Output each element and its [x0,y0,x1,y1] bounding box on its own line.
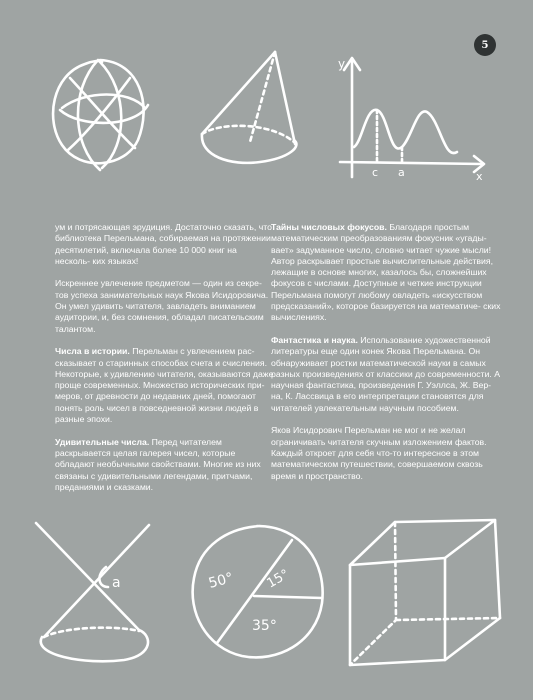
right-paragraph-3: Яков Исидорович Перельман не мог и не желал ограничивать читателя скучным изложением фактов. Каждый откроет для себя что-то интересное в этом математическом путешествии, совершаемом сквозь время и пространство. [271,425,487,481]
cube-sketch [340,510,510,680]
y-axis-label: y [338,57,346,71]
pie-label-15: 15° [264,566,292,592]
section-title-tricks: Тайны числовых фокусов. [271,222,387,232]
fiction-text: Использование художественной литературы еще один конек Якова Перельмана. Он обнаруживает ростки математической науки в самых разных произведениях от классики до современности. А научная фантастика, произведения Г. Уэллса, Ж. Вер- на, К. Лассвица в его интерпретации становятся для читателей увлекательным научным пособием. [271,334,501,413]
pie-label-50: 50° [206,569,236,592]
left-paragraph-4 [55,437,274,493]
left-column [55,222,274,504]
left-paragraph-3 [55,346,274,425]
function-graph-sketch [332,52,492,187]
right-column [271,222,501,493]
section-title-history: Числа в истории. [55,346,130,357]
numbers-text: Перед читателем раскрывается целая галерея чисел, которые обладают необычными свойствами. Многие из них связаны с удивительными легендами, притчами, преданиями и сказками. [55,436,261,492]
pie-label-35: 35° [252,618,277,634]
graph-mark-c: c [372,166,379,179]
sphere-sketch [40,50,160,180]
history-text: Перельман с увлечением рас- сказывает о старинных способах счета и счисления. Некоторые, к удивлению читателя, оказываются даже проще современных. Множество исторических при- меров, от древности до недавних дней, помогают понять роль чисел в повседневной жизни людей в разные эпохи. [55,346,274,425]
x-axis-label: x [476,170,483,183]
left-paragraph-2: Искреннее увлечение предметом — один из секре- тов успеха занимательных наук Якова Исидоровича. Он умел удивить читателя, завладеть вниманием аудитории, и, без сомнения, обладал писательским талантом. [55,278,269,334]
right-paragraph-1 [271,222,501,324]
left-paragraph-1: ум и потрясающая эрудиция. Достаточно сказать, что библиотека Перельмана, собираемая на протяжении десятилетий, включала более 10 000 книг на несколь- ких языках! [55,222,272,266]
section-title-fiction: Фантастика и наука. [271,334,358,345]
graph-mark-a: a [398,166,405,179]
cone-sketch [190,44,310,174]
tricks-text: Благодаря простым математическим преобразованиям фокусник «угады- вает» задуманное число, словно читает чужие мысли! Автор раскрывает простые вычислительные действия, лежащие в основе многих, казалось бы, сложнейших фокусов с числами. Доступные и четкие инструкции Перельмана помогут любому овладеть «искусством предсказаний», которое базируется на математиче- ских вычислениях. [271,222,501,323]
page-number: 5 [474,34,496,56]
right-paragraph-2 [271,335,501,414]
double-cone-sketch [24,515,174,675]
pie-circle-sketch [182,518,332,668]
section-title-numbers: Удивительные числа. [55,436,150,447]
cone-angle-label: a [112,575,121,591]
